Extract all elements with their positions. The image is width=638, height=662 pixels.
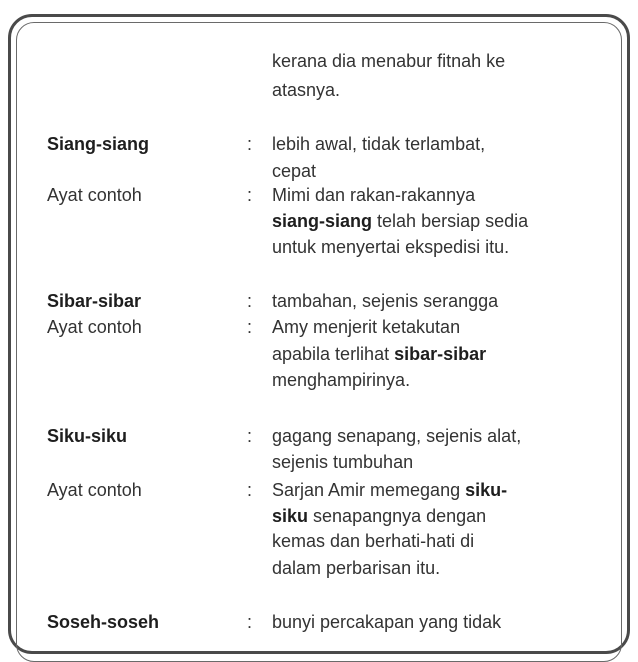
example-label-siang: Ayat contoh <box>47 185 142 205</box>
example-sibar-line-2 <box>272 343 486 365</box>
example-siang-line-2 <box>272 210 528 232</box>
example-siku-line-2 <box>272 505 486 527</box>
definition-siku-line-2: sejenis tumbuhan <box>272 452 414 472</box>
definition-soseh-line-1: bunyi percakapan yang tidak <box>272 612 502 632</box>
definition-siang-line-2: cepat <box>272 161 317 181</box>
example-siang-line-1: Mimi dan rakan-rakannya <box>272 185 476 205</box>
example-siku-line-3: kemas dan berhati-hati di <box>272 531 475 551</box>
colon: : <box>247 612 253 632</box>
example-label-siku: Ayat contoh <box>47 480 142 500</box>
term-siku-siku: Siku-siku <box>47 426 128 446</box>
example-siku-line-4: dalam perbarisan itu. <box>272 558 441 578</box>
example-text: apabila terlihat <box>272 344 395 364</box>
example-siku-line-1 <box>272 479 507 501</box>
definition-sibar-line-1: tambahan, sejenis serangga <box>272 291 499 311</box>
example-text: senapangnya dengan <box>308 506 487 526</box>
definition-siang-line-1: lebih awal, tidak terlambat, <box>272 134 486 154</box>
colon: : <box>247 480 253 500</box>
example-sibar-line-1: Amy menjerit ketakutan <box>272 317 461 337</box>
term-siang-siang: Siang-siang <box>47 134 150 154</box>
example-sibar-line-3: menghampirinya. <box>272 370 411 390</box>
example-text: telah bersiap sedia <box>372 211 529 231</box>
colon: : <box>247 185 253 205</box>
example-text: Sarjan Amir memegang <box>272 480 466 500</box>
example-bold-term: siku- <box>465 480 508 500</box>
term-soseh-soseh: Soseh-soseh <box>47 612 160 632</box>
example-label-sibar: Ayat contoh <box>47 317 142 337</box>
definition-continued-line-1: kerana dia menabur fitnah ke <box>272 51 506 71</box>
term-sibar-sibar: Sibar-sibar <box>47 291 142 311</box>
example-bold-term: siang-siang <box>272 211 373 231</box>
colon: : <box>247 134 253 154</box>
colon: : <box>247 291 253 311</box>
example-siang-line-3: untuk menyertai ekspedisi itu. <box>272 237 510 257</box>
colon: : <box>247 426 253 446</box>
colon: : <box>247 317 253 337</box>
definition-continued-line-2: atasnya. <box>272 80 341 100</box>
example-bold-term: sibar-sibar <box>394 344 487 364</box>
definition-siku-line-1: gagang senapang, sejenis alat, <box>272 426 522 446</box>
example-bold-term: siku <box>272 506 309 526</box>
